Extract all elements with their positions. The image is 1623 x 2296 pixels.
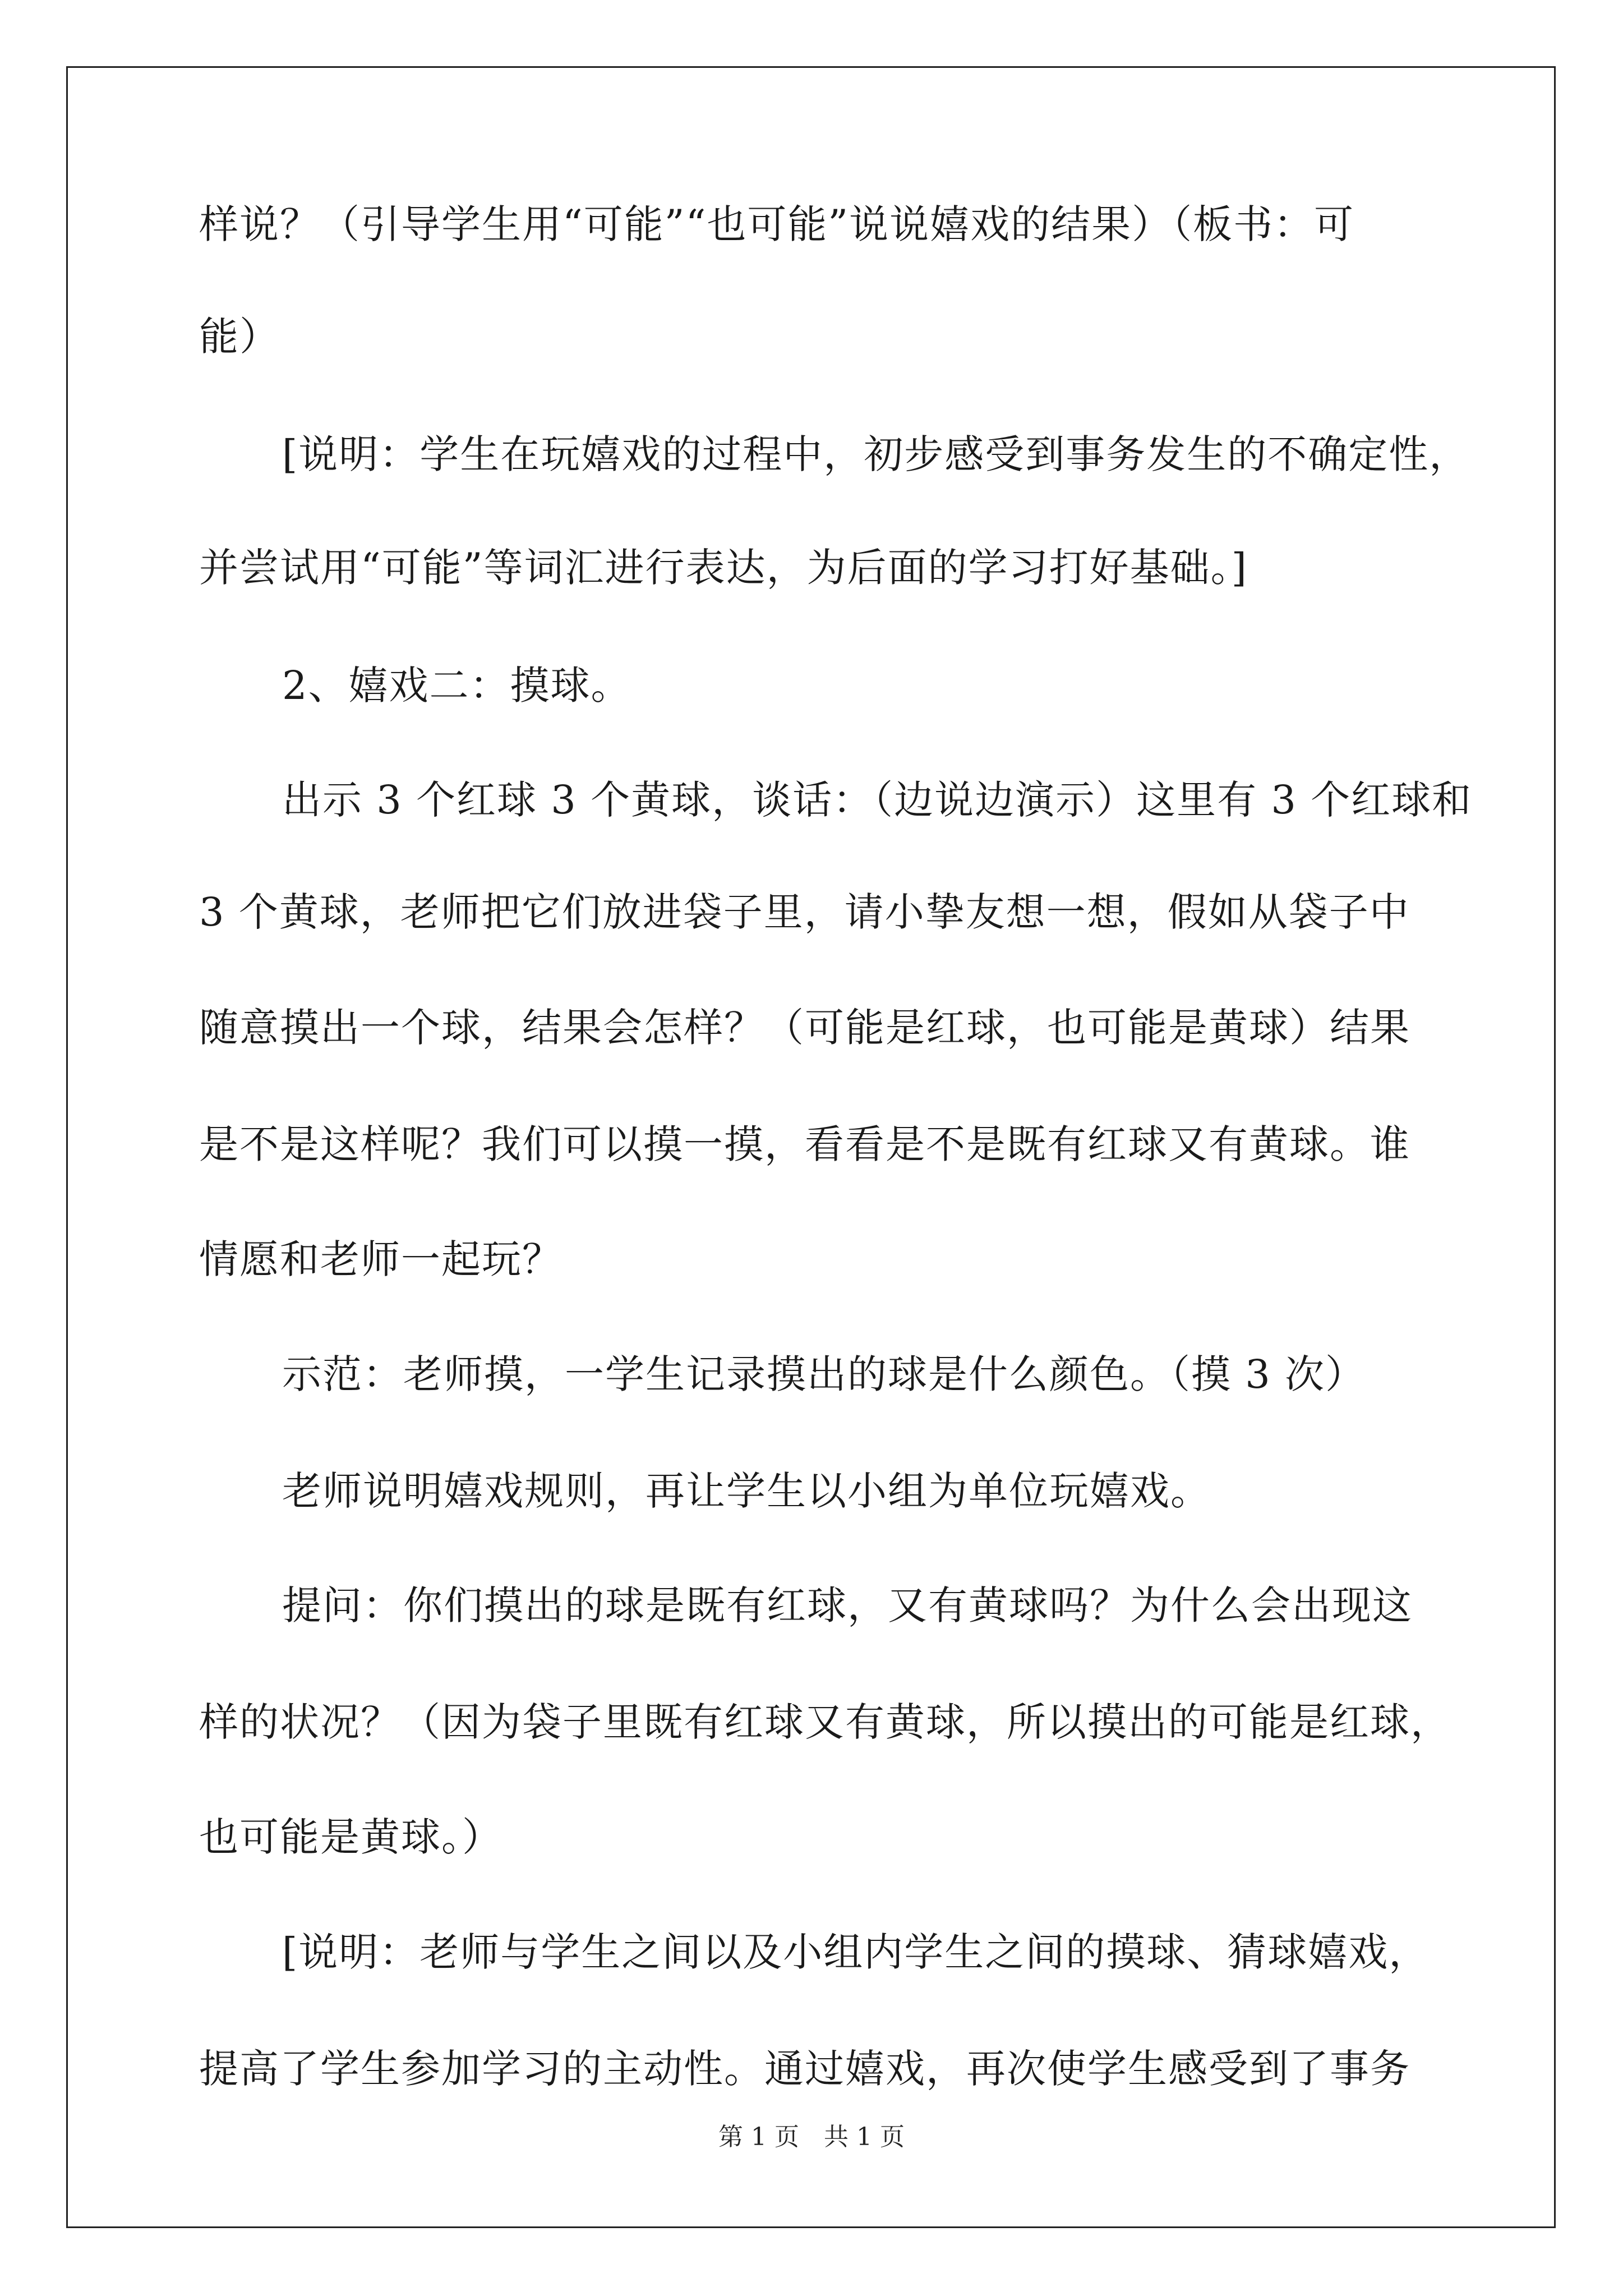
text-line-16: [说明：老师与学生之间以及小组内学生之间的摸球、猜球嬉戏， — [282, 1929, 1430, 1975]
text-line-14: 样的状况？（因为袋子里既有红球又有黄球，所以摸出的可能是红球， — [199, 1699, 1451, 1745]
text-line-2: 能） — [199, 314, 280, 360]
text-line-15: 也可能是黄球。） — [199, 1814, 502, 1860]
text-line-9: 是不是这样呢？我们可以摸一摸，看看是不是既有红球又有黄球。谁 — [199, 1121, 1410, 1167]
page-number-footer: 第 1 页 共 1 页 — [718, 2123, 905, 2151]
text-line-13: 提问：你们摸出的球是既有红球，又有黄球吗？为什么会出现这 — [282, 1582, 1413, 1628]
text-line-11: 示范：老师摸，一学生记录摸出的球是什么颜色。（摸 3 次） — [282, 1351, 1366, 1397]
text-line-10: 情愿和老师一起玩？ — [199, 1236, 562, 1282]
text-line-3: [说明：学生在玩嬉戏的过程中，初步感受到事务发生的不确定性， — [282, 431, 1470, 477]
text-line-17: 提高了学生参加学习的主动性。通过嬉戏，再次使学生感受到了事务 — [199, 2046, 1410, 2092]
text-line-7: 3 个黄球，老师把它们放进袋子里，请小挚友想一想，假如从袋子中 — [199, 889, 1410, 935]
text-line-8: 随意摸出一个球，结果会怎样？（可能是红球，也可能是黄球）结果 — [199, 1005, 1410, 1051]
text-line-5: 2、嬉戏二：摸球。 — [282, 662, 631, 708]
text-line-4: 并尝试用“可能”等词汇进行表达，为后面的学习打好基础。] — [199, 545, 1248, 591]
text-line-12: 老师说明嬉戏规则，再让学生以小组为单位玩嬉戏。 — [282, 1468, 1211, 1514]
text-line-1: 样说？（引导学生用“可能”“也可能”说说嬉戏的结果）（板书：可 — [199, 201, 1355, 247]
text-line-6: 出示 3 个红球 3 个黄球，谈话：（边说边演示）这里有 3 个红球和 — [282, 777, 1473, 823]
